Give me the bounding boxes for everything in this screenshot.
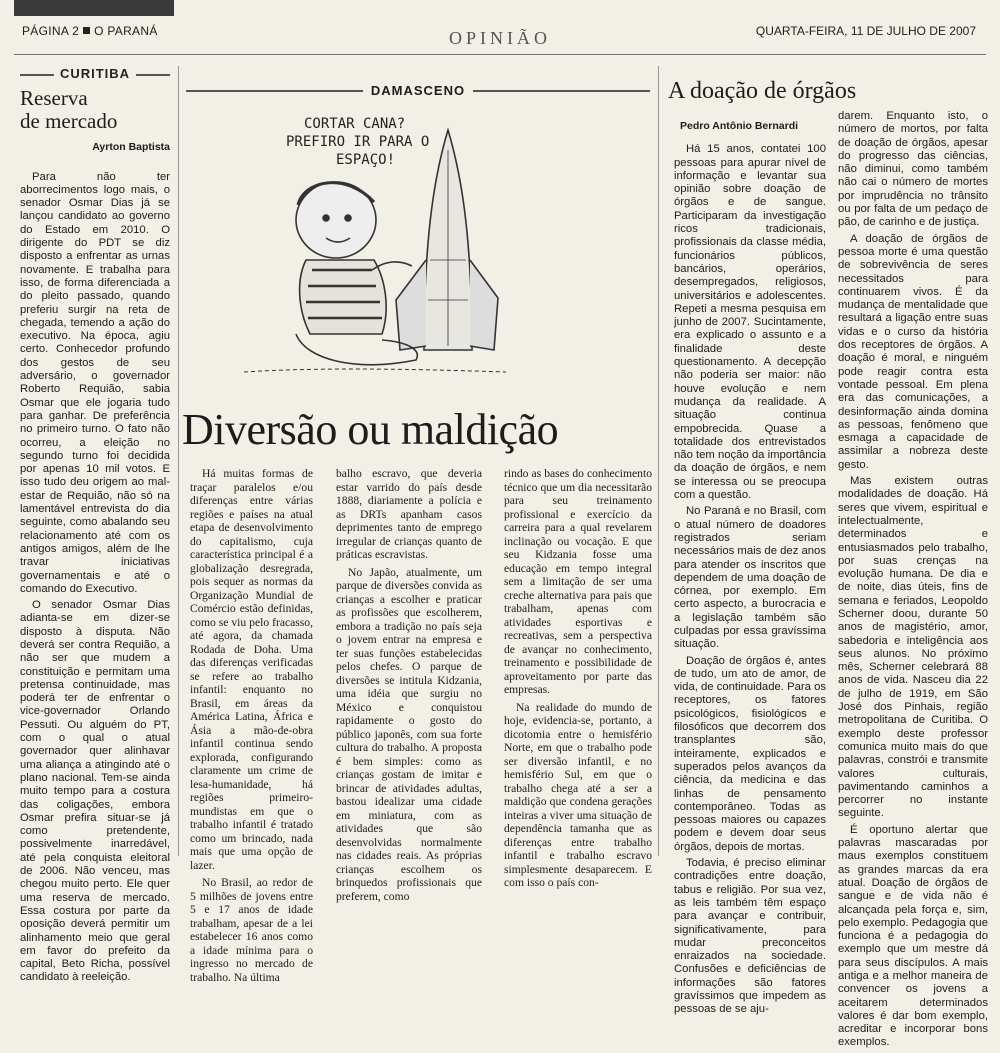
column-title: Reserva de mercado (20, 86, 118, 134)
speech-balloon (286, 116, 429, 168)
column-author: Ayrton Baptista (92, 141, 170, 154)
paragraph: No Paraná e no Brasil, com o atual número de doadores registrados seriam necessários mais de dez anos para atender os inscritos que dependem de uma doação de córnea, por exemplo. Em certo aspecto, a burocracia e a legislação também são culpadas por essa gravíssima situação. (674, 505, 826, 651)
speech-line-1: CORTAR CANA? (304, 116, 406, 132)
cartoon-drawing (186, 110, 650, 400)
paragraph: O senador Osmar Dias adianta-se em dizer-se disposto à disputa. Não deverá ser contra Requião, a não ser que mudem a constituição e permitam uma pretensa continuidade, mas poderá ter de enfrentar o vice-governador Orlando Pessuti. Ou alguém do PT, com o qual o atual governador quer alinhavar uma aliança a atingindo até o plano nacional. Tem-se ainda muito tempo para a costura das coligações, embora Osmar prefira situar-se já como pretendente, possivelmente inarredável, até pela conquista eleitoral de 2006. Não venceu, mas chegou muito perto. Ele quer uma reserva de mercado. Essa costura por parte da oposição deverá permitir um alinhamento meio que geral em favor do prefeito da capital, Beto Richa, possível candidato à reeleição. (20, 599, 170, 984)
organ-article-column-1 (674, 120, 826, 1020)
column-divider (178, 66, 179, 856)
column-divider (658, 66, 659, 856)
page-header (14, 18, 986, 55)
rocket-illustration (396, 130, 498, 350)
paragraph: Para não ter aborrecimentos logo mais, o senador Osmar Dias já se lançou candidato ao governo do Estado em 2010. O dirigente do PDT se diz disposto a enfrentar as urnas novamente. E trabalha para isso, de forma diferenciada a do pleito passado, quando preferiu surgir na reta de chegada, temendo a ação do executivo. Na época, agiu certo. Conhecedor profundo dos gestos de seu adversário, o governador Roberto Requião, sabia Osmar que ele jogaria tudo para ganhar. De preferência no primeiro turno. O fato não ocorreu, a eleição no segundo turno foi decidida por apenas 10 mil votos. E isso tudo deu origem ao mal-estar de Requião, não só na lamentável entrevista do dia seguinte, como abalando seu relacionamento até com os antigos amigos, além de lhe travar iniciativas governamentais e até o comando do Executivo. (20, 170, 170, 595)
article-author: Pedro Antônio Bernardi (680, 120, 799, 132)
paragraph: darem. Enquanto isto, o número de mortos, por falta de doação de órgãos, apesar do progresso das ciências, não diminui, como também não cai o número de mortes por imprudência no trânsito ou por falta de um pedaço de pão, de carinho e de justiça. (838, 110, 988, 229)
paragraph: Há muitas formas de traçar paralelos e/ou diferenças entre várias regiões e países na atual etapa de desenvolvimento do capitalismo, cuja característica principal é a globalização desregrada, pois sequer as normas da Organização Mundial de Comércio estão definidas, como se viu pelo fracasso, até agora, da chamada Rodada de Doha. Uma das diferenças verificadas se refere ao trabalho infantil: enquanto no Brasil, em áreas da América Latina, África e Ásia a mão-de-obra infantil continua sendo explorada, configurando claramente um crime de lesa-humanidade, há regiões primeiro-mundistas em que o trabalho infantil é tratado como um brincado, nada mais que uma opção de lazer. (190, 467, 313, 872)
article-title: A doação de órgãos (668, 78, 857, 104)
main-article-column-1 (190, 467, 313, 988)
paragraph: A doação de órgãos de pessoa morte é uma questão de sobrevivência de seres necessitados para continuarem vivos. É da mudança de mentalidade que resultará a ligação entre suas vidas e o curso da história dos receptores de órgãos. A doação é moral, e ninguém pode reagir contra esta vontade pessoal. Em plena era das comunicações, a desinformação ainda domina as pessoas, fenômeno que esmaga a capacidade de assimilar a nobreza deste gesto. (838, 232, 988, 471)
paragraph: No Japão, atualmente, um parque de diversões convida as crianças a escolher e praticar as profissões que escolherem, embora a tradição no país seja o jovem entrar na empresa e ter suas funções estabelecidas pelos chefes. O parque de diversões se intitula Kidzania, uma idéia que surgiu no México e conquistou rapidamente o gosto do público japonês, com sua forte cultura do trabalho. A proposta é bem simples: como as crianças gostam de imitar e brincar de atividades adultas, bastou idealizar uma cidade em miniatura, com as atividades que são desenvolvidas normalmente nas cidades reais. As próprias crianças escolhem os brinquedos profissionais que preferem, como (336, 565, 482, 903)
column-tag: CURITIBA (20, 74, 170, 89)
top-strip (14, 0, 174, 16)
main-article-column-3 (504, 467, 652, 894)
main-headline: Diversão ou maldição (182, 405, 559, 454)
speech-line-3: ESPAÇO! (336, 152, 396, 168)
organ-article-column-2 (838, 110, 988, 1053)
paragraph: Na realidade do mundo de hoje, evidencia-se, portanto, a dicotomia entre o hemisfério Norte, em que o trabalho pode ser diversão infantil, e no hemisfério Sul, em que o trabalho chega até a ser a maldição que condena gerações inteiras a viver uma situação de dependência tamanha que as diferenças entre trabalho infantil e trabalho escravo simplesmente desaparecem. E com isso o país con- (504, 700, 652, 889)
paragraph: No Brasil, ao redor de 5 milhões de jovens entre 5 e 17 anos de idade trabalham, apesar de a lei estabelecer 16 anos como a idade mínima para o ingresso no mercado de trabalho. Na última (190, 876, 313, 984)
paragraph: É oportuno alertar que palavras mascaradas por maus exemplos constituem as grandes marcas da era atual. Doação de órgãos de sangue e de vida não é alcançada pela força e, sim, pelo exemplo. Pedagogia que funciona é a pedagogia do exemplo que um mestre dá para seus discípulos. A mais antiga e a melhor maneira de convencer os jovens a aceitarem determinados valores é dar bom exemplo, acreditar e incorporar bons exemplos. (838, 823, 988, 1049)
issue-date: QUARTA-FEIRA, 11 DE JULHO DE 2007 (755, 24, 976, 38)
speech-line-2: PREFIRO IR PARA O (286, 134, 430, 150)
cartoon (186, 80, 650, 400)
paragraph: Mas existem outras modalidades de doação. Há seres que vivem, espiritual e intelectualmente, determinados e entusiasmados pelo trabalho, por suas crenças na evolução humana. De dia e de noite, dias úteis, fins de semana e feriados, Leopoldo Scherner doou, durante 50 anos de magistério, amor, sabedoria e inteligência aos seus alunos. No próximo mês, Scherner celebrará 88 anos de vida. Nasceu dia 22 de julho de 1919, em São José dos Pinhais, região metropolitana de Curitiba. O exemplo deste professor comunica muito mais do que palavras, constrói e transmite valores culturais, pavimentando caminhos a percorrer no instante seguinte. (838, 475, 988, 820)
paragraph: Doação de órgãos é, antes de tudo, um ato de amor, de vida, de continuidade. Para os receptores, os fatores psicológicos, fisiológicos e filosóficos que decorrem dos transplantes são, inteiramente, explicados e superados pelos avanços da ciência, da medicina e das linhas de pensamento contemporâneo. Todas as pessoas maiores ou capazes podem e devem doar seus órgãos, depois de mortas. (674, 654, 826, 853)
column-curitiba (20, 66, 170, 988)
section-title: OPINIÃO (449, 28, 551, 48)
cartoon-tag: DAMASCENO (186, 90, 650, 112)
paragraph: Há 15 anos, contatei 100 pessoas para apurar nível de informação e levantar sua opinião sobre doação de órgãos e de sangue. Participaram da investigação ricos tradicionais, profissionais da classe média, funcionários públicos, bancários, operários, desempregados, religiosos, universitários e adolescentes. Repeti a mesma pesquisa em junho de 2007. Sucintamente, era explicado o assunto e a finalidade deste questionamento. A decepção não poderia ser maior: não houve evolução e nem mudança da realidade. A situação continua empobrecida. Quase a totalidade dos entrevistados não tem noção da importância da doação de órgãos, e nem se interessa ou se preocupa com a questão. (674, 143, 826, 502)
paragraph: balho escravo, que deveria estar varrido do país desde 1888, diariamente a polícia e as DRTs apanham casos deprimentes tanto de emprego irregular de crianças quanto de práticas escravistas. (336, 467, 482, 561)
main-article-column-2 (336, 467, 482, 907)
page-number: PÁGINA 2 O PARANÁ (22, 24, 158, 38)
paragraph: rindo as bases do conhecimento técnico que um dia necessitarão para seu treinamento profissional e exercício da carreira para a qual revelarem inclinação ou vocação. E que seu Kidzania fosse uma educação em tempo integral sem a limitação de ser uma creche alternativa para pais que trabalham, apenas com atividades esportivas e recreativas, sem a perspectiva de avançar no conhecimento, treinamento e possibilidade de aproveitamento por parte das empresas. (504, 467, 652, 696)
paragraph: Todavia, é preciso eliminar contradições entre doação, tabus e religião. Por sua vez, as leis também têm espaço para avançar e contribuir, significativamente, para mudar preconceitos enraizados na sociedade. Confusões e deficiências de informações são fatores gravíssimos que impedem as pessoas de se aju- (674, 857, 826, 1016)
